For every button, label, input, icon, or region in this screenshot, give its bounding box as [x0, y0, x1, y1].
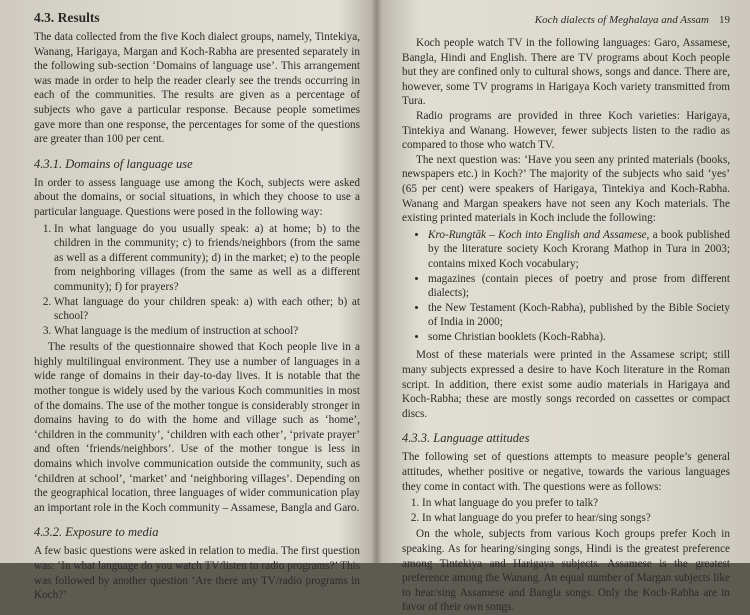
radio-paragraph: Radio programs are provided in three Koch varieties: Harigaya, Tintekiya and Wanang. However, fewer subjects listen to the radio as compared to those who watch TV. [402, 109, 730, 152]
list-item: • the New Testament (Koch-Rabha), published by the Bible Society of India in 2000; [428, 301, 730, 330]
list-item: 2. In what language do you prefer to hear/sing songs? [422, 511, 730, 526]
domain-questions-list [34, 222, 360, 339]
list-item: 3. What language is the medium of instruction at school? [54, 324, 360, 339]
list-item: 2. What language do your children speak: a) with each other; b) at school? [54, 295, 360, 324]
tv-paragraph: Koch people watch TV in the following languages: Garo, Assamese, Bangla, Hindi and English. There are TV programs about Koch people but they are confined only to cultural shows, songs and dance. There are, however, some TV programs in Harigaya Koch variety transmitted from Tura. [402, 37, 730, 108]
section-heading: 4.3. Results [34, 10, 100, 25]
page-number: 19 [719, 14, 730, 26]
list-item: 1. In what language do you usually speak: a) at home; b) to the children in the community; c) to friends/neighbors (from the same as well as a different community); d) in the market; e) to the people from neighboring villages (from the same as well as a different community); f) for prayers? [54, 222, 360, 295]
running-header [402, 14, 730, 26]
subsection-heading-domains: 4.3.1. Domains of language use [34, 156, 193, 171]
list-item: • some Christian booklets (Koch-Rabha). [428, 330, 730, 345]
left-page [0, 0, 372, 602]
right-page [380, 0, 750, 614]
media-paragraph: A few basic questions were asked in relation to media. The first question was: ‘In what language do you watch TV/listen to radio programs?’ This was followed by another question ‘Are there any TV/radio programs in Koch?’ [34, 545, 360, 602]
attitudes-paragraph: The following set of questions attempts to measure people’s general attitudes, whether positive or negative, towards the various languages they come in contact with. The questions were as follows: [402, 451, 730, 493]
printed-materials-paragraph: The next question was: ‘Have you seen any printed materials (books, newspapers etc.) in Koch?’ The majority of the subjects who said ‘yes’ (65 per cent) were speakers of Harigaya, Tintekiya and Koch-Rabha. Wanang and Margan speakers have not seen any Koch materials. The existing printed materials in Koch include the following: [402, 153, 730, 225]
list-item: • magazines (contain pieces of poetry and prose from different dialects); [428, 272, 730, 301]
list-item: • Kro-Rungtāk – Koch into English and Assamese, a book published by the literature society Koch Krorang Mathop in Tura in 2003; contains mixed Koch vocabulary; [428, 228, 730, 272]
printed-materials-list [402, 228, 730, 345]
subsection-heading-media: 4.3.2. Exposure to media [34, 525, 159, 540]
attitude-questions-list [402, 496, 730, 525]
running-title: Koch dialects of Meghalaya and Assam [534, 14, 709, 26]
results-paragraph: The data collected from the five Koch dialect groups, namely, Tintekiya, Wanang, Harigaya, Margan and Koch-Rabha are presented separately in the following sub-section ‘Domains of language use’. This arrangement was made in order to help the reader clearly see the trends occurring in each of the communities. The results are given as a percentage of subjects who gave a particular response. Because people sometimes gave more than one response, the percentages for some of the questions are greater than 100 per cent. [34, 31, 360, 146]
questionnaire-results-paragraph: The results of the questionnaire showed that Koch people live in a highly multilingual environment. They use a number of languages in a wide range of domains in their day-to-day lives. It is notable that the mother tongue is widely used by the various Koch communities in most of the domains. The use of the mother tongue is considerably stronger in domains having to do with the home and village such as ‘home’, ‘children in the community’, ‘children with each other’, ‘private prayer’ and often ‘friends/neighbors’. Use of the mother tongue is less in domains which involve communication outside the community, such as ‘children at school’, ‘market’ and ‘neighboring villages’. Depending on the geographical location, three languages of wider communication play an important role in the Koch community – Assamese, Bangla and Garo. [34, 341, 360, 514]
subsection-heading-attitudes: 4.3.3. Language attitudes [402, 431, 530, 446]
book-title: Kro-Rungtāk – Koch into English and Assamese [428, 228, 647, 241]
domains-paragraph: In order to assess language use among the Koch, subjects were asked about the domains, or social situations, in which they choose to use a particular language. Questions were posed in the following way: [34, 176, 360, 218]
list-item: 1. In what language do you prefer to talk? [422, 496, 730, 511]
script-paragraph: Most of these materials were printed in the Assamese script; still many subjects expressed a desire to have Koch literature in the Roman script. In addition, there exist some audio materials in Harigaya and Koch-Rabha; these are mostly songs recorded on cassettes or compact discs. [402, 349, 730, 420]
preferences-paragraph: On the whole, subjects from various Koch groups prefer Koch in speaking. As for hearing/singing songs, Hindi is the greatest preference among Tintekiya and Harigaya subjects. Assamese is the greatest preference among the Wanang. An equal number of Margan subjects like to hear/sing Assamese and Bangla songs. Only the Koch-Rabha are in favor of their own songs. [402, 528, 730, 614]
